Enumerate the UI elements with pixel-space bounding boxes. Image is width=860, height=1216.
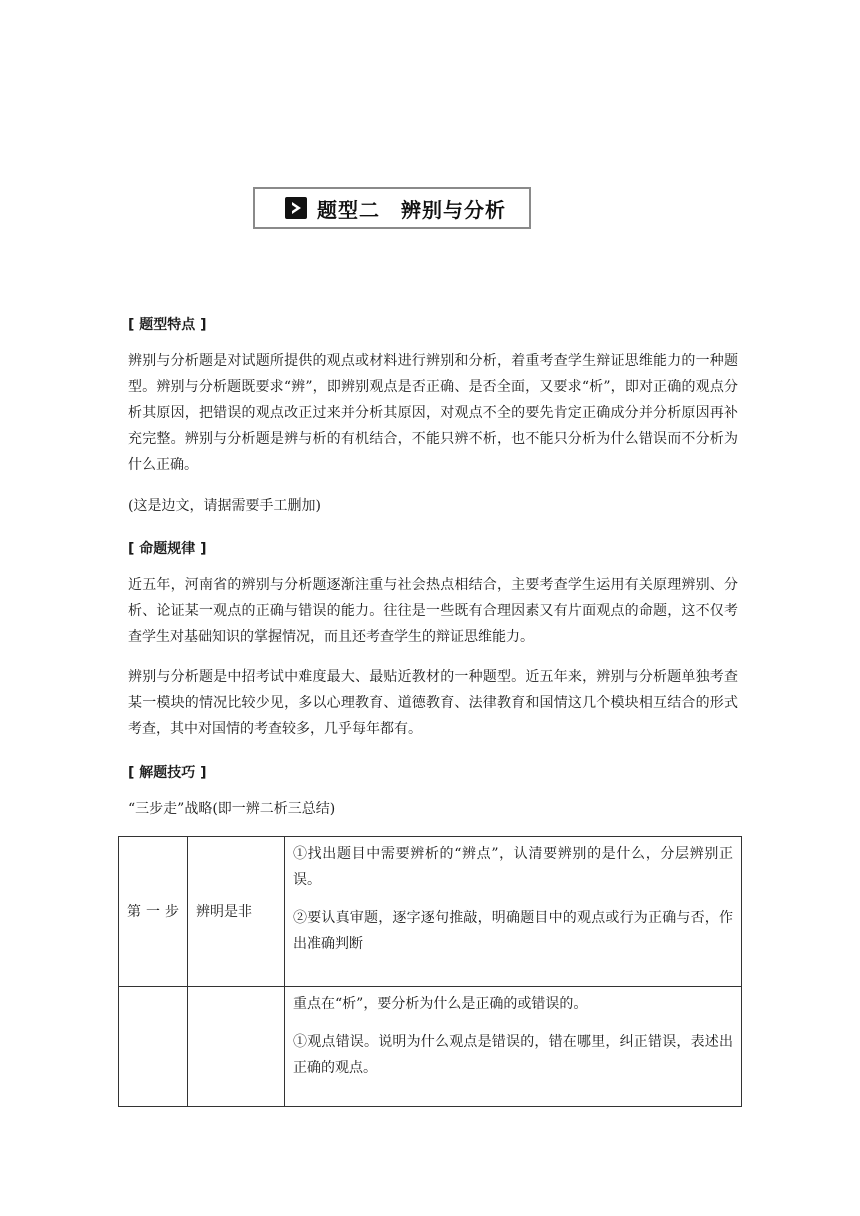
play-arrow-icon xyxy=(285,197,307,219)
rules-paragraph-2: 辨别与分析题是中招考试中难度最大、最贴近教材的一种题型。近五年来，辨别与分析题单独考查某一模块的情况比较少见，多以心理教育、道德教育、法律教育和国情这几个模块相互结合的形式考查，其中对国情的考查较多，几乎每年都有。 xyxy=(128,669,738,737)
step-label: 第一步 xyxy=(119,837,188,987)
tips-intro: “三步走”战略(即一辨二析三总结) xyxy=(128,801,336,817)
step-detail xyxy=(285,987,742,1107)
steps-table xyxy=(118,836,742,1107)
step-item: ②要认真审题，逐字逐句推敲，明确题目中的观点或行为正确与否，作出准确判断 xyxy=(293,910,733,952)
step-label xyxy=(119,987,188,1107)
step-detail xyxy=(285,837,742,987)
banner-title: 题型二 辨别与分析 xyxy=(317,197,506,222)
features-heading: [ 题型特点 ] xyxy=(128,317,207,333)
table-row xyxy=(119,987,742,1107)
margin-note: (这是边文，请据需要手工删加) xyxy=(128,498,321,514)
table-row xyxy=(119,837,742,987)
step-name xyxy=(188,987,285,1107)
section-banner xyxy=(253,187,531,229)
rules-paragraph-1: 近五年，河南省的辨别与分析题逐渐注重与社会热点相结合，主要考查学生运用有关原理辨别、分析、论证某一观点的正确与错误的能力。往往是一些既有合理因素又有片面观点的命题，这不仅考查学生对基础知识的掌握情况，而且还考查学生的辩证思维能力。 xyxy=(128,577,738,645)
tips-heading: [ 解题技巧 ] xyxy=(128,765,207,781)
step-item: ①找出题目中需要辨析的“辨点”，认清要辨别的是什么，分层辨别正误。 xyxy=(293,846,733,888)
step-item: 重点在“析”，要分析为什么是正确的或错误的。 xyxy=(293,996,588,1012)
rules-heading: [ 命题规律 ] xyxy=(128,541,207,557)
step-item: ①观点错误。说明为什么观点是错误的，错在哪里，纠正错误，表述出正确的观点。 xyxy=(293,1034,733,1076)
features-paragraph: 辨别与分析题是对试题所提供的观点或材料进行辨别和分析，着重考查学生辩证思维能力的一种题型。辨别与分析题既要求“辨”，即辨别观点是否正确、是否全面，又要求“析”，即对正确的观点分析其原因，把错误的观点改正过来并分析其原因，对观点不全的要先肯定正确成分并分析原因再补充完整。辨别与分析题是辨与析的有机结合，不能只辨不析，也不能只分析为什么错误而不分析为什么正确。 xyxy=(128,353,738,473)
step-name: 辨明是非 xyxy=(188,837,285,987)
